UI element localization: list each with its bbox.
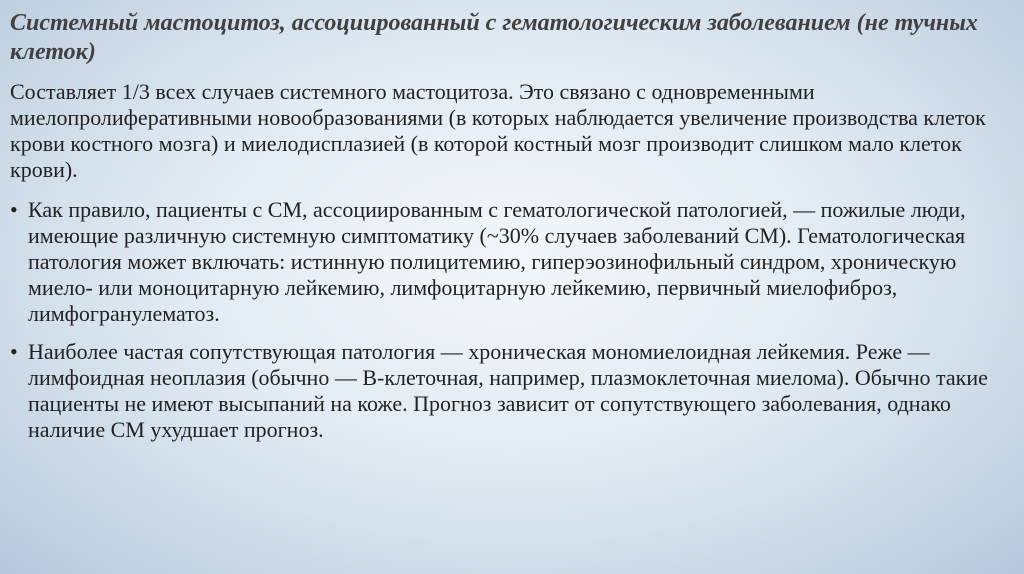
bullet-item — [10, 197, 1004, 327]
bullet-dot-icon: • — [10, 197, 18, 222]
bullet-list — [10, 197, 1004, 443]
slide-title: Системный мастоцитоз, ассоциированный с гематологическим заболеванием (не тучных клеток) — [10, 10, 978, 65]
bullet-text: Наиболее частая сопутствующая патология — хроническая мономиелоидная лейкемия. Реже — лимфоидная неоплазия (обычно — В-клеточная, например, плазмоклеточная миелома). Обычно такие пациенты не имеют высыпаний на коже. Прогноз зависит от сопутствующего заболевания, однако наличие СМ ухудшает прогноз. — [28, 339, 988, 442]
intro-paragraph: Составляет 1/3 всех случаев системного мастоцитоза. Это связано с одновременными миелопролиферативными новообразованиями (в которых наблюдается увеличение производства клеток крови костного мозга) и миелодисплазией (в которой костный мозг производит слишком мало клеток крови). — [10, 79, 986, 182]
bullet-dot-icon: • — [10, 339, 18, 364]
bullet-item — [10, 339, 1004, 443]
bullet-text: Как правило, пациенты с СМ, ассоциированным с гематологической патологией, — пожилые люди, имеющие различную системную симптоматику (~30% случаев заболеваний СМ). Гематологическая патология может включать: истинную полицитемию, гиперэозинофильный синдром, хроническую миело- или моноцитарную лейкемию, лимфоцитарную лейкемию, первичный миелофиброз, лимфогранулематоз. — [28, 197, 966, 326]
